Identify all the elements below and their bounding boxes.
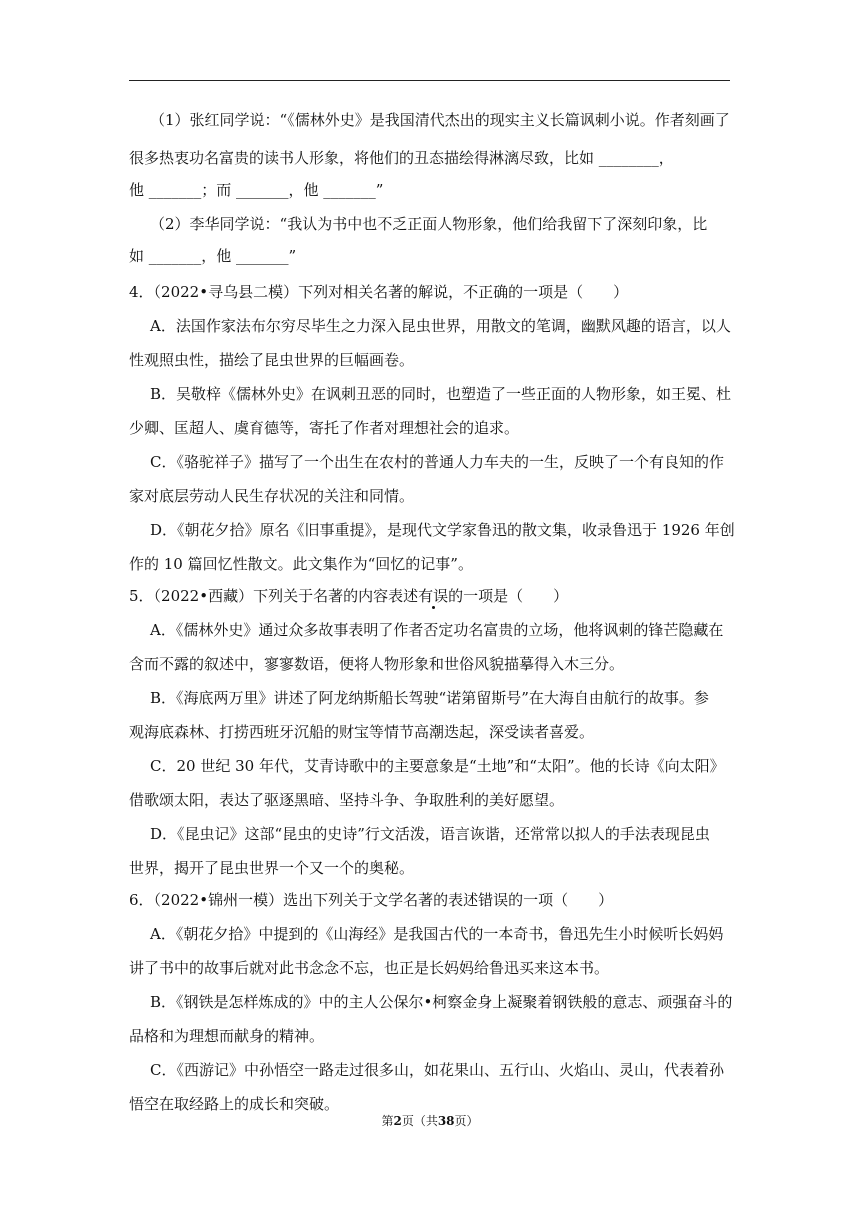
header-rule bbox=[129, 80, 730, 81]
q5-option-a-line2: 含而不露的叙述中，寥寥数语，便将人物形象和世俗风貌描摹得入木三分。 bbox=[129, 655, 625, 673]
q5-option-c-line1: C．20 世纪 30 年代，艾青诗歌中的主要意象是“土地”和“太阳”。他的长诗《向太阳》 bbox=[150, 757, 725, 775]
q4-option-d-line2: 作的 10 篇回忆性散文。此文集作为“回忆的记事”。 bbox=[129, 555, 473, 573]
footer-page-number: 2 bbox=[393, 1114, 402, 1128]
q5-option-d-line2: 世界，揭开了昆虫世界一个又一个的奥秘。 bbox=[129, 859, 415, 877]
q5-option-b-line1: B．《海底两万里》讲述了阿龙纳斯船长驾驶“诺第留斯号”在大海自由航行的故事。参 bbox=[150, 689, 709, 707]
q5-option-b-line2: 观海底森林、打捞西班牙沉船的财宝等情节高潮迭起，深受读者喜爱。 bbox=[129, 723, 595, 741]
q3-part1-line1: （1）张红同学说：“《儒林外史》是我国清代杰出的现实主义长篇讽刺小说。作者刻画了 bbox=[150, 111, 730, 129]
footer-suffix: 页） bbox=[454, 1114, 479, 1128]
q6-option-b-line1: B．《钢铁是怎样炼成的》中的主人公保尔•柯察金身上凝聚着钢铁般的意志、顽强奋斗的 bbox=[150, 993, 733, 1011]
question-4-stem: 4．（2022•寻乌县二模）下列对相关名著的解说，不正确的一项是（ ） bbox=[129, 283, 629, 301]
q5-option-d-line1: D．《昆虫记》这部“昆虫的史诗”行文活泼，语言诙谐，还常常以拟人的手法表现昆虫 bbox=[150, 825, 710, 843]
footer-total-pages: 38 bbox=[437, 1114, 455, 1128]
q3-part2-line1: （2）李华同学说：“我认为书中也不乏正面人物形象，他们给我留下了深刻印象，比 bbox=[150, 215, 708, 233]
q6-option-c-line1: C．《西游记》中孙悟空一路走过很多山，如花果山、五行山、火焰山、灵山，代表着孙 bbox=[150, 1061, 724, 1079]
q4-option-c-line1: C．《骆驼祥子》描写了一个出生在农村的普通人力车夫的一生，反映了一个有良知的作 bbox=[150, 453, 724, 471]
q5-emphasized-word: 有误 bbox=[418, 587, 449, 605]
q5-stem-start: 5．（2022•西藏）下列关于名著的内容表述 bbox=[129, 587, 419, 605]
q6-option-a-line2: 讲了书中的故事后就对此书念念不忘，也正是长妈妈给鲁迅买来这本书。 bbox=[129, 959, 610, 977]
q6-option-c-line2: 悟空在取经路上的成长和突破。 bbox=[129, 1095, 340, 1113]
q3-part2-line2: 如 _______，他 _______” bbox=[129, 247, 297, 265]
q5-option-a-line1: A．《儒林外史》通过众多故事表明了作者否定功名富贵的立场，他将讽刺的锋芒隐藏在 bbox=[150, 621, 724, 639]
q4-option-a-line1: A．法国作家法布尔穷尽毕生之力深入昆虫世界，用散文的笔调，幽默风趣的语言，以人 bbox=[150, 317, 731, 335]
q6-option-b-line2: 品格和为理想而献身的精神。 bbox=[129, 1027, 325, 1045]
question-6-stem: 6．（2022•锦州一模）选出下列关于文学名著的表述错误的一项（ ） bbox=[129, 891, 614, 909]
footer-prefix: 第 bbox=[381, 1114, 394, 1128]
q4-option-d-line1: D．《朝花夕拾》原名《旧事重提》，是现代文学家鲁迅的散文集，收录鲁迅于 1926 年创 bbox=[150, 521, 735, 539]
q4-option-b-line1: B．吴敬梓《儒林外史》在讽刺丑恶的同时，也塑造了一些正面的人物形象，如王冕、杜 bbox=[150, 385, 732, 403]
q5-stem-end: 的一项是（ ） bbox=[448, 587, 569, 605]
q4-option-a-line2: 性观照虫性，描绘了昆虫世界的巨幅画卷。 bbox=[129, 351, 415, 369]
footer-middle: 页（共 bbox=[401, 1114, 438, 1128]
page-footer bbox=[0, 1113, 860, 1129]
question-5-stem bbox=[129, 586, 719, 606]
q3-part1-line2: 很多热衷功名富贵的读书人形象，将他们的丑态描绘得淋漓尽致，比如 ________， bbox=[129, 149, 674, 167]
q3-part1-line3: 他 _______；而 _______，他 _______” bbox=[129, 181, 384, 199]
q5-option-c-line2: 借歌颂太阳，表达了驱逐黑暗、坚持斗争、争取胜利的美好愿望。 bbox=[129, 791, 565, 809]
q4-option-b-line2: 少卿、匡超人、虞育德等，寄托了作者对理想社会的追求。 bbox=[129, 419, 520, 437]
q6-option-a-line1: A．《朝花夕拾》中提到的《山海经》是我国古代的一本奇书，鲁迅先生小时候听长妈妈 bbox=[150, 925, 724, 943]
q4-option-c-line2: 家对底层劳动人民生存状况的关注和同情。 bbox=[129, 487, 415, 505]
